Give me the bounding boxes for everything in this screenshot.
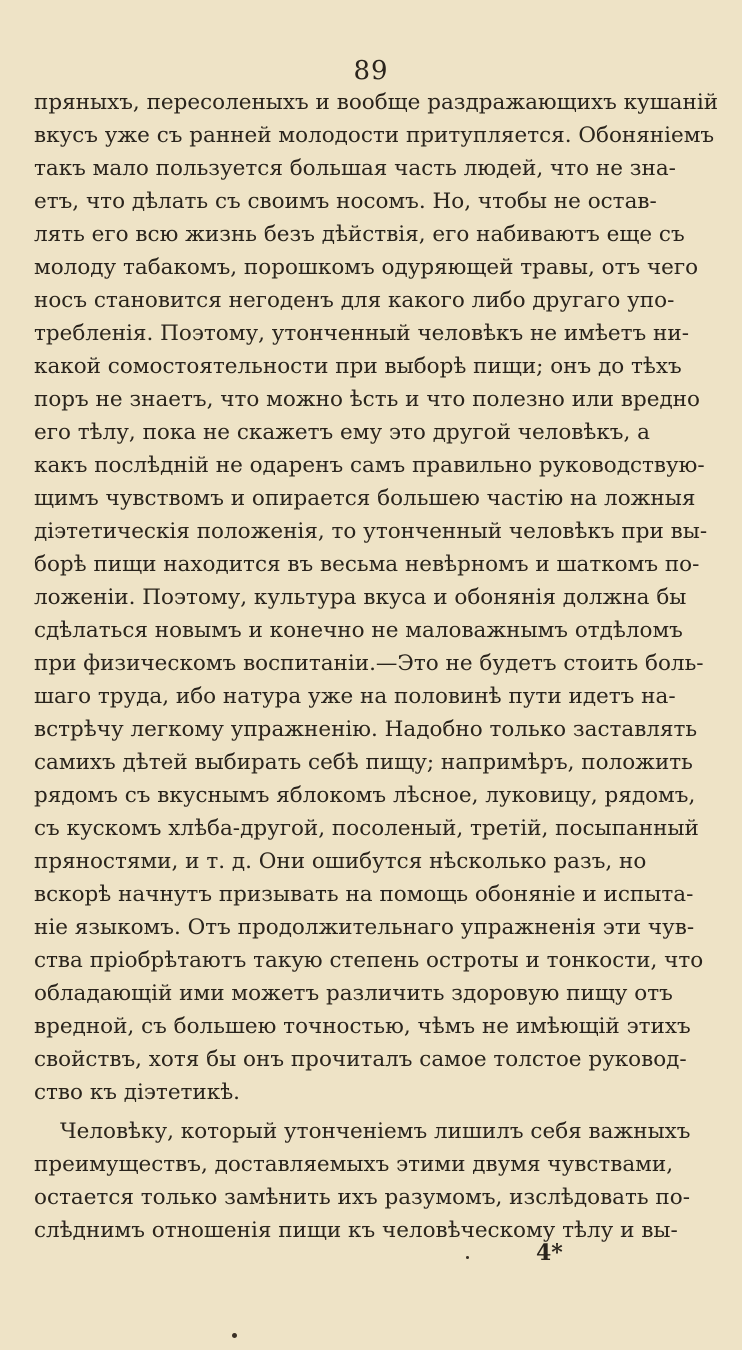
text-line: Человѣку, который утонченіемъ лишилъ себя важныхъ	[60, 1119, 691, 1144]
text-line: щимъ чувствомъ и опирается большею частію на ложныя	[34, 486, 696, 511]
signature-mark: 4*	[536, 1240, 563, 1266]
print-speck	[232, 1333, 237, 1338]
text-line: какъ послѣдній не одаренъ самъ правильно руководствую-	[34, 453, 705, 478]
text-line: ніе языкомъ. Отъ продолжительнаго упражненія эти чув-	[34, 915, 695, 940]
text-line: рядомъ съ вкуснымъ яблокомъ лѣсное, луковицу, рядомъ,	[34, 783, 696, 808]
text-line: слѣднимъ отношенія пищи къ человѣческому тѣлу и вы-	[34, 1218, 678, 1243]
text-line: ства пріобрѣтаютъ такую степень остроты и тонкости, что	[34, 948, 704, 973]
page-number: 89	[353, 56, 389, 86]
text-line: вскорѣ начнутъ призывать на помощь обоняніе и испыта-	[34, 882, 694, 907]
text-line: преимуществъ, доставляемыхъ этими двумя чувствами,	[34, 1152, 674, 1177]
text-line: ложеніи. Поэтому, культура вкуса и обонянія должна бы	[34, 585, 687, 610]
text-line: при физическомъ воспитаніи.—Это не будетъ стоить боль-	[34, 651, 704, 676]
print-speck	[466, 1256, 469, 1259]
text-line: вкусъ уже съ ранней молодости притупляется. Обоняніемъ	[34, 123, 715, 148]
text-line: обладающій ими можетъ различить здоровую пищу отъ	[34, 981, 673, 1006]
text-line: лять его всю жизнь безъ дѣйствія, его набиваютъ еще съ	[34, 222, 685, 247]
text-line: борѣ пищи находится въ весьма невѣрномъ и шаткомъ по-	[34, 552, 700, 577]
text-line: пряныхъ, пересоленыхъ и вообще раздражающихъ кушаній	[34, 90, 719, 115]
text-line: свойствъ, хотя бы онъ прочиталъ самое толстое руковод-	[34, 1047, 687, 1072]
text-line: носъ становится негоденъ для какого либо другаго упо-	[34, 288, 675, 313]
text-line: встрѣчу легкому упражненію. Надобно только заставлять	[34, 717, 698, 742]
text-line: етъ, что дѣлать съ своимъ носомъ. Но, чтобы не остав-	[34, 189, 657, 214]
text-line: молоду табакомъ, порошкомъ одуряющей травы, отъ чего	[34, 255, 699, 280]
text-line: діэтетическія положенія, то утонченный человѣкъ при вы-	[34, 519, 708, 544]
text-line: остается только замѣнить ихъ разумомъ, изслѣдовать по-	[34, 1185, 690, 1210]
text-line: его тѣлу, пока не скажетъ ему это другой человѣкъ, а	[34, 420, 650, 445]
text-line: съ кускомъ хлѣба-другой, посоленый, третій, посыпанный	[34, 816, 699, 841]
text-line: требленія. Поэтому, утонченный человѣкъ не имѣетъ ни-	[34, 321, 689, 346]
text-line: сдѣлаться новымъ и конечно не маловажнымъ отдѣломъ	[34, 618, 683, 643]
text-line: ство къ діэтетикѣ.	[34, 1080, 241, 1105]
text-line: поръ не знаетъ, что можно ѣсть и что полезно или вредно	[34, 387, 700, 412]
text-line: шаго труда, ибо натура уже на половинѣ пути идетъ на-	[34, 684, 676, 709]
text-line: такъ мало пользуется большая часть людей, что не зна-	[34, 156, 676, 181]
text-line: самихъ дѣтей выбирать себѣ пищу; напримѣръ, положить	[34, 750, 693, 775]
text-line: пряностями, и т. д. Они ошибутся нѣсколько разъ, но	[34, 849, 647, 874]
text-line: какой сомостоятельности при выборѣ пищи; онъ до тѣхъ	[34, 354, 682, 379]
text-line: вредной, съ большею точностью, чѣмъ не имѣющій этихъ	[34, 1014, 691, 1039]
